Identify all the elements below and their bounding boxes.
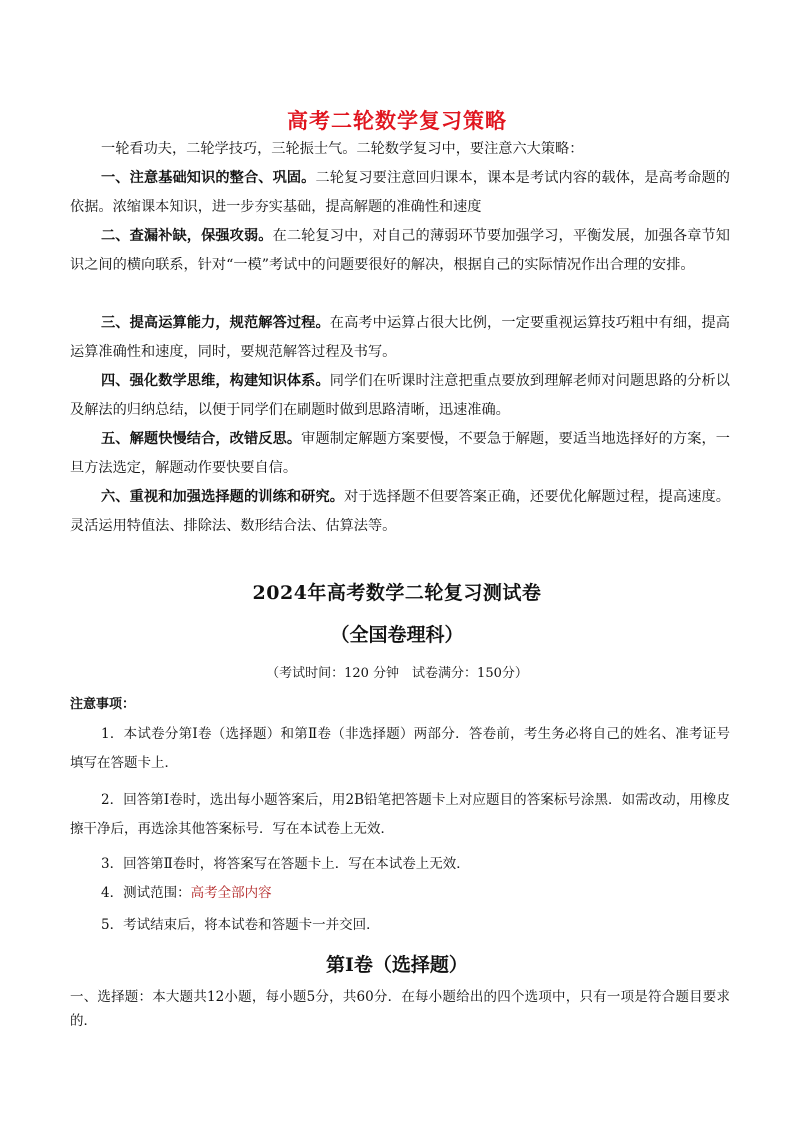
strategy-item-text: 二轮复习要注意回归课本，课本是考试内容的载体，是高考命题的依据。浓缩课本知识，进一步夯实基础，提高解题的准确性和速度 bbox=[70, 170, 730, 215]
exam-title: 2024年高考数学二轮复习测试卷 bbox=[252, 582, 542, 604]
strategy-item-lead: 三、提高运算能力，规范解答过程。 bbox=[101, 315, 330, 331]
strategy-item-text: 对于选择题不但要答案正确，还要优化解题过程，提高速度。灵活运用特值法、排除法、数形结合法、估算法等。 bbox=[70, 489, 730, 534]
exam-info: （考试时间：120 分钟 试卷满分：150分） bbox=[266, 666, 528, 681]
strategy-title: 高考二轮数学复习策略 bbox=[287, 109, 507, 133]
question-intro: 一、选择题：本大题共12小题，每小题5分，共60分．在每小题给出的四个选项中，只有一项是符合题目要求的． bbox=[70, 989, 730, 1029]
notice-item-4 bbox=[70, 879, 730, 908]
strategy-item-5 bbox=[70, 425, 730, 483]
strategy-item-text: 在高考中运算占很大比例，一定要重视运算技巧粗中有细，提高运算准确性和速度，同时，要规范解答过程及书写。 bbox=[70, 315, 730, 360]
strategy-item-1 bbox=[70, 164, 730, 222]
notice-item-1: 1．本试卷分第Ⅰ卷（选择题）和第Ⅱ卷（非选择题）两部分．答卷前，考生务必将自己的姓名、准考证号填写在答题卡上． bbox=[70, 726, 730, 771]
strategy-intro: 一轮看功夫，二轮学技巧，三轮振士气。二轮数学复习中，要注意六大策略： bbox=[101, 141, 584, 157]
strategy-item-lead: 二、查漏补缺，保强攻弱。 bbox=[101, 228, 273, 244]
section-title: 第Ⅰ卷（选择题） bbox=[326, 954, 468, 976]
strategy-item-lead: 五、解题快慢结合，改错反思。 bbox=[101, 431, 302, 447]
notice-item-5: 5．考试结束后，将本试卷和答题卡一并交回． bbox=[101, 917, 380, 933]
strategy-item-4 bbox=[70, 367, 730, 425]
strategy-item-3 bbox=[70, 309, 730, 367]
notice-scope-value: 高考全部内容 bbox=[190, 885, 272, 901]
notice-scope-label: 4．测试范围： bbox=[101, 885, 191, 901]
strategy-item-2 bbox=[70, 222, 730, 280]
notice-item-2: 2．回答第Ⅰ卷时，选出每小题答案后，用2B铅笔把答题卡上对应题目的答案标号涂黑．如需改动，用橡皮擦干净后，再选涂其他答案标号．写在本试卷上无效． bbox=[70, 792, 730, 837]
strategy-item-text: 同学们在听课时注意把重点要放到理解老师对问题思路的分析以及解法的归纳总结，以便于同学们在刷题时做到思路清晰，迅速准确。 bbox=[70, 373, 730, 418]
strategy-item-lead: 四、强化数学思维，构建知识体系。 bbox=[101, 373, 330, 389]
strategy-item-lead: 一、注意基础知识的整合、巩固。 bbox=[101, 170, 316, 186]
strategy-item-6 bbox=[70, 483, 730, 541]
exam-subtitle: （全国卷理科） bbox=[330, 624, 464, 646]
notice-heading: 注意事项： bbox=[70, 697, 136, 712]
strategy-item-lead: 六、重视和加强选择题的训练和研究。 bbox=[101, 489, 345, 505]
strategy-item-text: 审题制定解题方案要慢，不要急于解题，要适当地选择好的方案，一旦方法选定，解题动作要快要自信。 bbox=[70, 431, 730, 476]
notice-item-3: 3．回答第Ⅱ卷时，将答案写在答题卡上．写在本试卷上无效． bbox=[101, 856, 470, 872]
strategy-item-text: 在二轮复习中，对自己的薄弱环节要加强学习，平衡发展，加强各章节知识之间的横向联系，针对“一模”考试中的问题要很好的解决，根据自己的实际情况作出合理的安排。 bbox=[70, 228, 730, 273]
